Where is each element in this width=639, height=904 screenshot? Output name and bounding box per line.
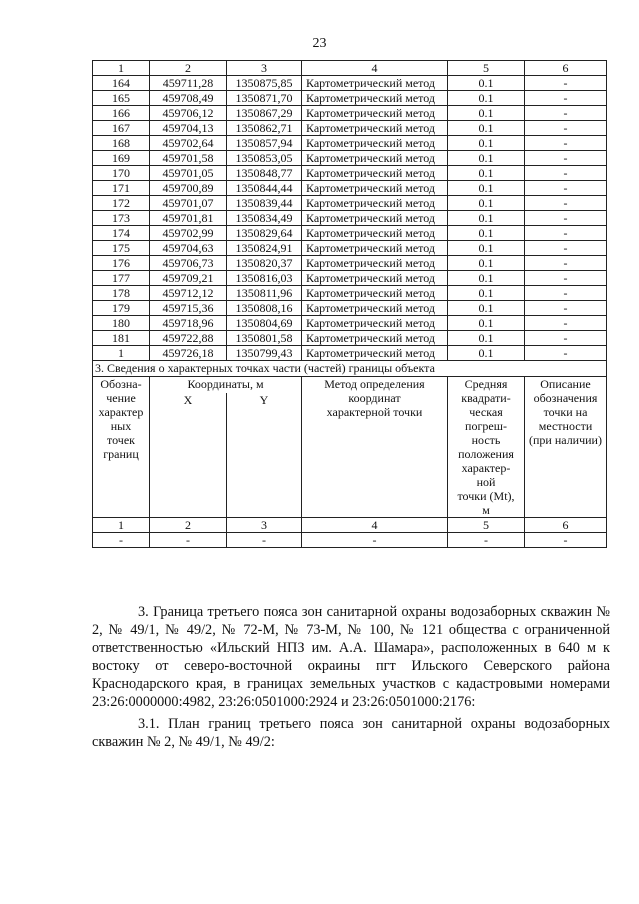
point-number: 178 bbox=[93, 286, 150, 301]
table-row bbox=[93, 166, 607, 181]
coord-x: 459704,13 bbox=[150, 121, 227, 136]
table-row bbox=[93, 256, 607, 271]
column-number: 4 bbox=[302, 61, 448, 76]
table-row bbox=[93, 76, 607, 91]
paragraph-plan-title: 3.1. План границ третьего пояса зон санитарной охраны водозаборных скважин № 2, № 49/1, № 49/2: bbox=[92, 716, 610, 751]
coord-y: 1350844,44 bbox=[227, 181, 302, 196]
table-row bbox=[93, 121, 607, 136]
accuracy: 0.1 bbox=[448, 241, 525, 256]
accuracy: 0.1 bbox=[448, 106, 525, 121]
description: - bbox=[525, 331, 607, 346]
table-row bbox=[93, 151, 607, 166]
header-description: Описание обозначения точки на местности (при наличии) bbox=[525, 377, 607, 518]
accuracy: 0.1 bbox=[448, 181, 525, 196]
empty-cell: - bbox=[525, 533, 607, 548]
coord-x: 459700,89 bbox=[150, 181, 227, 196]
coord-y: 1350808,16 bbox=[227, 301, 302, 316]
header-point-designation: Обозна- чение характер ных точек границ bbox=[93, 377, 150, 518]
coord-x: 459702,64 bbox=[150, 136, 227, 151]
description: - bbox=[525, 136, 607, 151]
coord-y: 1350875,85 bbox=[227, 76, 302, 91]
description: - bbox=[525, 151, 607, 166]
point-number: 165 bbox=[93, 91, 150, 106]
column-number-row bbox=[93, 518, 607, 533]
description: - bbox=[525, 301, 607, 316]
boundary-points-table bbox=[92, 60, 607, 548]
point-number: 173 bbox=[93, 211, 150, 226]
accuracy: 0.1 bbox=[448, 211, 525, 226]
method: Картометрический метод bbox=[302, 181, 448, 196]
coord-x: 459726,18 bbox=[150, 346, 227, 361]
point-number: 171 bbox=[93, 181, 150, 196]
description: - bbox=[525, 271, 607, 286]
description: - bbox=[525, 106, 607, 121]
table-row bbox=[93, 91, 607, 106]
coord-y: 1350839,44 bbox=[227, 196, 302, 211]
column-number-row bbox=[93, 61, 607, 76]
description: - bbox=[525, 91, 607, 106]
table-row bbox=[93, 271, 607, 286]
coord-x: 459711,28 bbox=[150, 76, 227, 91]
description: - bbox=[525, 211, 607, 226]
method: Картометрический метод bbox=[302, 241, 448, 256]
table-row bbox=[93, 136, 607, 151]
method: Картометрический метод bbox=[302, 346, 448, 361]
accuracy: 0.1 bbox=[448, 91, 525, 106]
column-number: 2 bbox=[150, 61, 227, 76]
header-coordinates: Координаты, м bbox=[150, 377, 302, 393]
point-number: 169 bbox=[93, 151, 150, 166]
table-row bbox=[93, 181, 607, 196]
method: Картометрический метод bbox=[302, 151, 448, 166]
coord-y: 1350820,37 bbox=[227, 256, 302, 271]
method: Картометрический метод bbox=[302, 316, 448, 331]
column-number: 4 bbox=[302, 518, 448, 533]
point-number: 168 bbox=[93, 136, 150, 151]
point-number: 180 bbox=[93, 316, 150, 331]
table-row bbox=[93, 286, 607, 301]
point-number: 176 bbox=[93, 256, 150, 271]
method: Картометрический метод bbox=[302, 196, 448, 211]
accuracy: 0.1 bbox=[448, 286, 525, 301]
method: Картометрический метод bbox=[302, 76, 448, 91]
accuracy: 0.1 bbox=[448, 166, 525, 181]
description: - bbox=[525, 121, 607, 136]
table-row bbox=[93, 346, 607, 361]
coord-x: 459701,58 bbox=[150, 151, 227, 166]
description: - bbox=[525, 241, 607, 256]
accuracy: 0.1 bbox=[448, 151, 525, 166]
table-row bbox=[93, 241, 607, 256]
method: Картометрический метод bbox=[302, 226, 448, 241]
coord-x: 459706,12 bbox=[150, 106, 227, 121]
coord-x: 459708,49 bbox=[150, 91, 227, 106]
point-number: 1 bbox=[93, 346, 150, 361]
column-number: 6 bbox=[525, 518, 607, 533]
method: Картометрический метод bbox=[302, 211, 448, 226]
accuracy: 0.1 bbox=[448, 121, 525, 136]
coord-y: 1350824,91 bbox=[227, 241, 302, 256]
column-number: 1 bbox=[93, 61, 150, 76]
description: - bbox=[525, 196, 607, 211]
accuracy: 0.1 bbox=[448, 226, 525, 241]
coord-y: 1350853,05 bbox=[227, 151, 302, 166]
coord-x: 459704,63 bbox=[150, 241, 227, 256]
description: - bbox=[525, 166, 607, 181]
table-row bbox=[93, 226, 607, 241]
empty-cell: - bbox=[93, 533, 150, 548]
table-row bbox=[93, 331, 607, 346]
point-number: 166 bbox=[93, 106, 150, 121]
accuracy: 0.1 bbox=[448, 136, 525, 151]
table-row bbox=[93, 301, 607, 316]
accuracy: 0.1 bbox=[448, 331, 525, 346]
method: Картометрический метод bbox=[302, 136, 448, 151]
accuracy: 0.1 bbox=[448, 346, 525, 361]
coord-x: 459709,21 bbox=[150, 271, 227, 286]
coord-y: 1350799,43 bbox=[227, 346, 302, 361]
coord-x: 459702,99 bbox=[150, 226, 227, 241]
empty-cell: - bbox=[448, 533, 525, 548]
accuracy: 0.1 bbox=[448, 301, 525, 316]
description: - bbox=[525, 316, 607, 331]
method: Картометрический метод bbox=[302, 166, 448, 181]
description: - bbox=[525, 181, 607, 196]
column-number: 5 bbox=[448, 518, 525, 533]
method: Картометрический метод bbox=[302, 106, 448, 121]
coord-x: 459701,07 bbox=[150, 196, 227, 211]
header-x: X bbox=[150, 393, 227, 518]
accuracy: 0.1 bbox=[448, 196, 525, 211]
coord-y: 1350834,49 bbox=[227, 211, 302, 226]
coord-y: 1350871,70 bbox=[227, 91, 302, 106]
point-number: 174 bbox=[93, 226, 150, 241]
coord-y: 1350811,96 bbox=[227, 286, 302, 301]
column-number: 5 bbox=[448, 61, 525, 76]
coord-y: 1350804,69 bbox=[227, 316, 302, 331]
empty-cell: - bbox=[227, 533, 302, 548]
point-number: 172 bbox=[93, 196, 150, 211]
table-row bbox=[93, 196, 607, 211]
coord-y: 1350848,77 bbox=[227, 166, 302, 181]
description: - bbox=[525, 286, 607, 301]
coord-y: 1350867,29 bbox=[227, 106, 302, 121]
column-number: 3 bbox=[227, 518, 302, 533]
accuracy: 0.1 bbox=[448, 271, 525, 286]
empty-cell: - bbox=[302, 533, 448, 548]
point-number: 179 bbox=[93, 301, 150, 316]
description: - bbox=[525, 346, 607, 361]
method: Картометрический метод bbox=[302, 331, 448, 346]
section-caption: 3. Сведения о характерных точках части (частей) границы объекта bbox=[93, 361, 607, 377]
point-number: 175 bbox=[93, 241, 150, 256]
header-y: Y bbox=[227, 393, 302, 518]
header-method: Метод определения координат характерной точки bbox=[302, 377, 448, 518]
column-number: 1 bbox=[93, 518, 150, 533]
column-number: 3 bbox=[227, 61, 302, 76]
table-row bbox=[93, 533, 607, 548]
method: Картометрический метод bbox=[302, 256, 448, 271]
point-number: 181 bbox=[93, 331, 150, 346]
description: - bbox=[525, 256, 607, 271]
description: - bbox=[525, 226, 607, 241]
accuracy: 0.1 bbox=[448, 256, 525, 271]
accuracy: 0.1 bbox=[448, 316, 525, 331]
coord-y: 1350862,71 bbox=[227, 121, 302, 136]
coord-x: 459706,73 bbox=[150, 256, 227, 271]
coord-y: 1350857,94 bbox=[227, 136, 302, 151]
method: Картометрический метод bbox=[302, 271, 448, 286]
coord-x: 459701,81 bbox=[150, 211, 227, 226]
method: Картометрический метод bbox=[302, 121, 448, 136]
empty-cell: - bbox=[150, 533, 227, 548]
point-number: 164 bbox=[93, 76, 150, 91]
coord-x: 459712,12 bbox=[150, 286, 227, 301]
description: - bbox=[525, 76, 607, 91]
coord-x: 459701,05 bbox=[150, 166, 227, 181]
coord-x: 459722,88 bbox=[150, 331, 227, 346]
method: Картометрический метод bbox=[302, 91, 448, 106]
coord-y: 1350829,64 bbox=[227, 226, 302, 241]
point-number: 177 bbox=[93, 271, 150, 286]
coord-x: 459718,96 bbox=[150, 316, 227, 331]
point-number: 167 bbox=[93, 121, 150, 136]
page-number: 23 bbox=[312, 36, 327, 51]
column-number: 2 bbox=[150, 518, 227, 533]
coord-y: 1350801,58 bbox=[227, 331, 302, 346]
paragraph-zone-boundary: 3. Граница третьего пояса зон санитарной охраны водозаборных скважин № 2, № 49/1, № 49/2, № 72-М, № 73-М, № 100, № 121 общества с ограниченной ответственностью «Ильский НПЗ им. А.А. Шамара», расположенных в 640 м к востоку от северо-восточной окраины пгт Ильского Северского района Краснодарского края, в границах земельных участков с кадастровыми номерами 23:26:0000000:4982, 23:26:0501000:2924 и 23:26:0501000:2176: bbox=[92, 604, 610, 711]
coord-x: 459715,36 bbox=[150, 301, 227, 316]
method: Картометрический метод bbox=[302, 301, 448, 316]
table-row bbox=[93, 211, 607, 226]
column-number: 6 bbox=[525, 61, 607, 76]
table-row bbox=[93, 316, 607, 331]
coord-y: 1350816,03 bbox=[227, 271, 302, 286]
method: Картометрический метод bbox=[302, 286, 448, 301]
accuracy: 0.1 bbox=[448, 76, 525, 91]
table-row bbox=[93, 106, 607, 121]
header-accuracy: Средняя квадрати- ческая погреш- ность положения характер- ной точки (Mt), м bbox=[448, 377, 525, 518]
point-number: 170 bbox=[93, 166, 150, 181]
